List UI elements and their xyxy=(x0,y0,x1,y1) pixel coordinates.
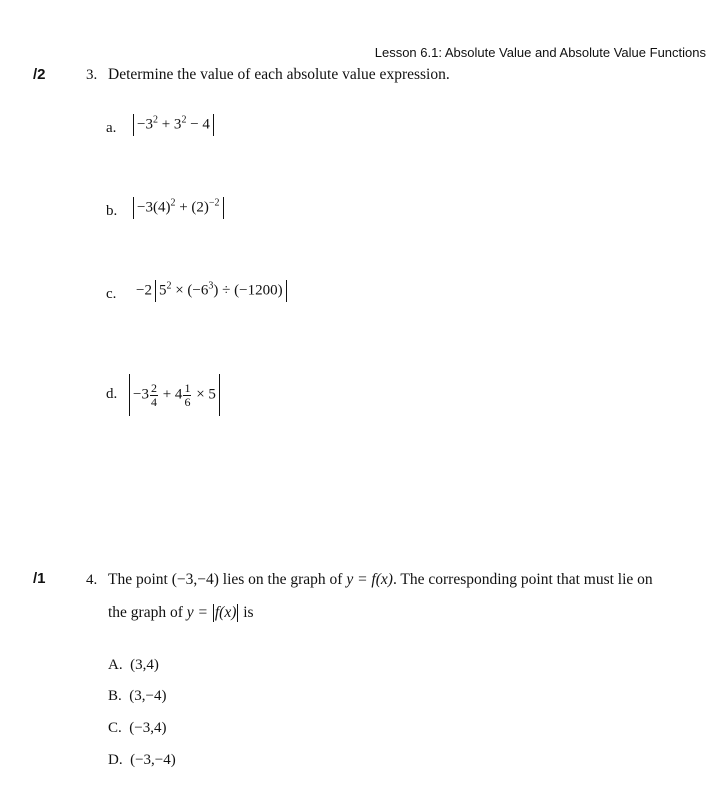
q4-marks: /1 xyxy=(33,570,46,587)
q3-marks: /2 xyxy=(33,66,46,83)
q3c-label: c. xyxy=(106,286,117,302)
q4-option-b[interactable]: B. (3,−4) xyxy=(108,688,167,704)
q3d-label: d. xyxy=(106,386,118,402)
q4-option-c[interactable]: C. (−3,4) xyxy=(108,720,167,736)
q4-line-1: The point (−3,−4) lies on the graph of y = f(x). The corresponding point that must lie on xyxy=(108,571,653,588)
q3b-label: b. xyxy=(106,203,118,219)
q3a-label: a. xyxy=(106,120,117,136)
q3-number: 3. xyxy=(86,67,98,83)
q3d-expression: −3 $\frac{2}{4}$ + 4 $\frac{1}{6}$ × 5 xyxy=(126,374,223,416)
q4-number: 4. xyxy=(86,572,98,588)
q4-line-2: the graph of y = f(x) is xyxy=(108,604,254,621)
q4-option-d[interactable]: D. (−3,−4) xyxy=(108,752,176,768)
q3-text: Determine the value of each absolute value expression. xyxy=(108,66,450,83)
q3a-expression: $-3^2 + 3^2 - 4$ xyxy=(130,114,217,136)
lesson-header: Lesson 6.1: Absolute Value and Absolute Value Functions xyxy=(374,45,706,60)
q3b-expression: $-3(4)^2 + (2)^{-2}$ xyxy=(130,197,227,219)
q3c-expression: −2 $5^2 \times (-6^3) \div (-1200)$ xyxy=(136,280,290,302)
q4-option-a[interactable]: A. (3,4) xyxy=(108,657,159,673)
